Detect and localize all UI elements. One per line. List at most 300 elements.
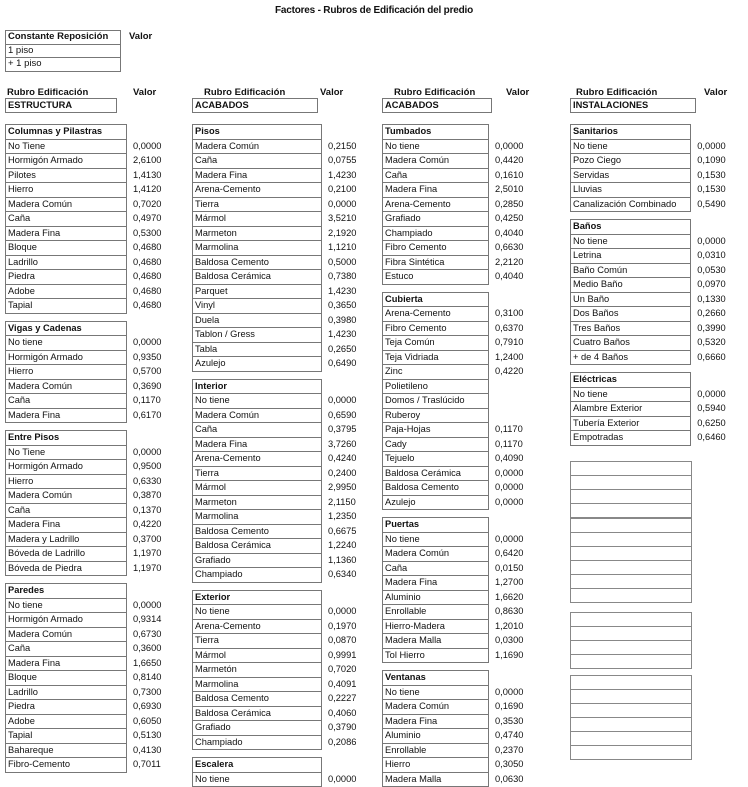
valor-cell: 0,6730	[127, 627, 187, 642]
rubro-cell: Bóveda de Ladrillo	[6, 547, 127, 562]
table-row	[6, 408, 187, 423]
header-valor: Valor	[320, 87, 343, 98]
table-row	[193, 408, 382, 423]
table-row	[571, 431, 748, 446]
table-row	[6, 671, 187, 686]
rubro-cell: Madera Fina	[383, 714, 489, 729]
table-row	[383, 139, 549, 154]
valor-cell: 0,4970	[127, 212, 187, 227]
valor-cell: 0,0630	[489, 772, 549, 787]
valor-cell: 0,5000	[322, 255, 382, 270]
valor-cell: 2,9950	[322, 481, 382, 496]
table-row	[571, 387, 748, 402]
valor-cell: 0,0300	[489, 634, 549, 649]
header-valor: Valor	[506, 87, 529, 98]
rubro-cell: Dos Baños	[571, 307, 691, 322]
acabados-table	[192, 124, 382, 787]
valor-cell: 3,5210	[322, 212, 382, 227]
valor-cell: 0,0000	[127, 445, 187, 460]
constante-reposicion-table	[5, 30, 161, 72]
rubro-cell: Teja Vidriada	[383, 350, 489, 365]
valor-cell: 1,2240	[322, 539, 382, 554]
section-title: Cubierta	[383, 292, 489, 307]
table-row	[6, 299, 187, 314]
valor-cell: 0,5700	[127, 365, 187, 380]
table-row	[6, 642, 187, 657]
rubro-cell: Fibro Cemento	[383, 321, 489, 336]
rubro-cell: Marmolina	[193, 677, 322, 692]
table-row	[571, 168, 748, 183]
rubro-cell: Bóveda de Piedra	[6, 561, 127, 576]
table-row	[193, 168, 382, 183]
rubro-cell: Baldosa Cerámica	[193, 706, 322, 721]
valor-cell: 0,1530	[691, 183, 748, 198]
rubro-cell: Baldosa Cerámica	[383, 466, 489, 481]
rubro-cell: Caña	[383, 168, 489, 183]
rubro-cell: Arena-Cemento	[383, 307, 489, 322]
valor-cell: 0,1170	[489, 437, 549, 452]
rubro-cell: Madera Común	[383, 547, 489, 562]
table-row	[6, 212, 187, 227]
rubro-cell: Caña	[6, 212, 127, 227]
header-rubro: Rubro Edificación	[204, 87, 285, 98]
table-row	[6, 270, 187, 285]
valor-cell	[489, 379, 549, 394]
valor-cell: 0,0000	[127, 336, 187, 351]
empty-box-3	[570, 612, 692, 669]
valor-cell: 0,8630	[489, 605, 549, 620]
valor-cell: 0,2660	[691, 307, 748, 322]
section-title: Ventanas	[383, 671, 489, 686]
rubro-cell: Madera Común	[6, 379, 127, 394]
header-rubro: Rubro Edificación	[576, 87, 657, 98]
valor-cell: 0,4680	[127, 284, 187, 299]
table-row	[6, 743, 187, 758]
table-row	[571, 416, 748, 431]
rubro-cell: Madera Fina	[6, 226, 127, 241]
valor-cell: 1,2400	[489, 350, 549, 365]
table-row	[193, 772, 382, 787]
valor-cell: 0,0000	[489, 139, 549, 154]
valor-cell: 0,0870	[322, 634, 382, 649]
table-row	[193, 437, 382, 452]
rubro-cell: Lluvias	[571, 183, 691, 198]
empty-box-4	[570, 675, 692, 760]
rubro-cell: No tiene	[383, 532, 489, 547]
rubro-cell: Hierro-Madera	[383, 619, 489, 634]
rubro-cell: Arena-Cemento	[383, 197, 489, 212]
rubro-cell: Azulejo	[383, 495, 489, 510]
rubro-cell: Tapial	[6, 729, 127, 744]
rubro-cell: Cuatro Baños	[571, 336, 691, 351]
valor-cell	[489, 394, 549, 409]
header-valor: Valor	[704, 87, 727, 98]
table-row	[193, 619, 382, 634]
table-row	[383, 532, 549, 547]
table-row	[6, 139, 187, 154]
valor-cell: 0,2150	[322, 139, 382, 154]
table-row	[383, 408, 549, 423]
valor-cell: 0,0000	[127, 598, 187, 613]
valor-cell: 0,0000	[127, 139, 187, 154]
table-row	[193, 357, 382, 372]
section-title: Eléctricas	[571, 373, 691, 388]
valor-cell: 1,4230	[322, 328, 382, 343]
table-row	[193, 692, 382, 707]
constante-label: Constante Reposición	[6, 31, 121, 45]
table-row	[193, 226, 382, 241]
table-row	[193, 270, 382, 285]
valor-cell: 0,0000	[691, 234, 748, 249]
valor-cell: 0,5320	[691, 336, 748, 351]
table-row	[383, 576, 549, 591]
valor-cell: 0,0000	[489, 495, 549, 510]
table-row	[571, 183, 748, 198]
rubro-cell: Polietileno	[383, 379, 489, 394]
table-row	[6, 714, 187, 729]
valor-cell: 2,1920	[322, 226, 382, 241]
table-row	[6, 365, 187, 380]
rubro-cell: Madera Fina	[6, 518, 127, 533]
rubro-cell: Baldosa Cemento	[383, 481, 489, 496]
table-row	[383, 729, 549, 744]
valor-cell	[489, 408, 549, 423]
table-row	[193, 466, 382, 481]
table-row	[6, 489, 187, 504]
table-row	[193, 328, 382, 343]
valor-cell: 0,7020	[322, 663, 382, 678]
rubro-cell: Baldosa Cemento	[193, 255, 322, 270]
empty-box-2	[570, 518, 692, 603]
rubro-cell: Ladrillo	[6, 255, 127, 270]
valor-cell: 0,3050	[489, 758, 549, 773]
valor-cell: 0,3870	[127, 489, 187, 504]
valor-cell: 0,5130	[127, 729, 187, 744]
valor-cell: 2,2120	[489, 255, 549, 270]
table-row	[383, 481, 549, 496]
valor-cell: 0,0150	[489, 561, 549, 576]
valor-cell: 0,3980	[322, 313, 382, 328]
rubro-cell: Mármol	[193, 212, 322, 227]
valor-cell: 0,3700	[127, 532, 187, 547]
rubro-cell: Tapial	[6, 299, 127, 314]
valor-cell: 0,4040	[489, 270, 549, 285]
table-row	[6, 598, 187, 613]
valor-cell: 0,0755	[322, 154, 382, 169]
rubro-cell: Aluminio	[383, 729, 489, 744]
valor-cell: 1,4130	[127, 168, 187, 183]
valor-cell: 0,0000	[489, 466, 549, 481]
valor-cell: 0,6420	[489, 547, 549, 562]
valor-cell: 0,7020	[127, 197, 187, 212]
rubro-cell: Caña	[6, 642, 127, 657]
valor-cell: 0,0000	[691, 139, 748, 154]
table-row	[6, 503, 187, 518]
table-row	[6, 758, 187, 773]
valor-cell: 0,7910	[489, 336, 549, 351]
constante-valor-label: Valor	[121, 31, 161, 45]
table-row	[383, 226, 549, 241]
table-row	[383, 197, 549, 212]
valor-cell: 0,2100	[322, 183, 382, 198]
table-row	[6, 547, 187, 562]
table-row	[383, 495, 549, 510]
rubro-cell: Madera Malla	[383, 634, 489, 649]
rubro-cell: Vinyl	[193, 299, 322, 314]
estructura-table	[5, 124, 187, 773]
table-row	[571, 402, 748, 417]
rubro-cell: Adobe	[6, 714, 127, 729]
valor-cell: 0,7011	[127, 758, 187, 773]
table-row	[383, 154, 549, 169]
rubro-cell: Madera Común	[383, 700, 489, 715]
valor-cell: 0,1170	[127, 394, 187, 409]
table-row	[193, 197, 382, 212]
table-row	[193, 568, 382, 583]
table-row	[193, 634, 382, 649]
table-row	[383, 619, 549, 634]
rubro-cell: Ruberoy	[383, 408, 489, 423]
valor-cell: 0,0000	[691, 387, 748, 402]
table-row	[383, 466, 549, 481]
table-row	[6, 255, 187, 270]
rubro-cell: Madera Común	[383, 154, 489, 169]
valor-cell: 0,2086	[322, 735, 382, 750]
valor-cell: 0,4090	[489, 452, 549, 467]
table-row	[383, 241, 549, 256]
table-row	[383, 437, 549, 452]
table-row	[193, 677, 382, 692]
valor-cell: 0,4680	[127, 299, 187, 314]
rubro-cell: Hierro	[6, 365, 127, 380]
table-row	[383, 270, 549, 285]
table-row	[383, 547, 549, 562]
valor-cell: 3,7260	[322, 437, 382, 452]
valor-cell: 0,2650	[322, 342, 382, 357]
table-row	[193, 605, 382, 620]
rubro-cell: No Tiene	[6, 139, 127, 154]
table-row	[571, 278, 748, 293]
rubro-cell: Pilotes	[6, 168, 127, 183]
valor-cell: 0,6460	[691, 431, 748, 446]
table-row	[193, 452, 382, 467]
rubro-cell: Caña	[193, 154, 322, 169]
rubro-cell: Madera Fina	[193, 437, 322, 452]
table-row	[193, 539, 382, 554]
rubro-cell: Caña	[383, 561, 489, 576]
header-rubro: Rubro Edificación	[394, 87, 475, 98]
rubro-cell: Azulejo	[193, 357, 322, 372]
rubro-cell: Duela	[193, 313, 322, 328]
valor-cell: 2,5010	[489, 183, 549, 198]
valor-cell: 0,3600	[127, 642, 187, 657]
table-row	[383, 758, 549, 773]
table-row	[383, 336, 549, 351]
table-row	[383, 350, 549, 365]
rubro-cell: Marmetón	[193, 663, 322, 678]
table-row	[383, 394, 549, 409]
rubro-cell: Fibro-Cemento	[6, 758, 127, 773]
rubro-cell: Hierro	[6, 474, 127, 489]
valor-cell: 1,1970	[127, 561, 187, 576]
table-row	[193, 284, 382, 299]
rubro-cell: Madera Fina	[6, 408, 127, 423]
rubro-cell: Tabla	[193, 342, 322, 357]
rubro-cell: Arena-Cemento	[193, 452, 322, 467]
rubro-cell: + de 4 Baños	[571, 350, 691, 365]
section-title: Escalera	[193, 758, 322, 773]
rubro-cell: Tablon / Gress	[193, 328, 322, 343]
rubro-cell: Madera Común	[6, 489, 127, 504]
valor-cell: 0,3650	[322, 299, 382, 314]
valor-cell: 0,4130	[127, 743, 187, 758]
table-row	[6, 561, 187, 576]
rubro-cell: Canalización Combinado	[571, 197, 691, 212]
section-title: Vigas y Cadenas	[6, 321, 127, 336]
valor-cell: 0,9500	[127, 460, 187, 475]
valor-cell: 1,6620	[489, 590, 549, 605]
rubro-cell: Grafiado	[383, 212, 489, 227]
table-row	[6, 627, 187, 642]
table-row	[383, 168, 549, 183]
table-row	[193, 299, 382, 314]
rubro-cell: Bloque	[6, 671, 127, 686]
table-row	[383, 379, 549, 394]
table-row	[6, 729, 187, 744]
section-title: Baños	[571, 220, 691, 235]
valor-cell: 0,1530	[691, 168, 748, 183]
rubro-cell: Marmolina	[193, 241, 322, 256]
table-row	[6, 336, 187, 351]
table-row	[193, 154, 382, 169]
rubro-cell: Zinc	[383, 365, 489, 380]
valor-cell: 0,6630	[489, 241, 549, 256]
rubro-cell: Teja Común	[383, 336, 489, 351]
table-row	[193, 663, 382, 678]
rubro-cell: Caña	[193, 423, 322, 438]
rubro-cell: Piedra	[6, 270, 127, 285]
rubro-cell: Hormigón Armado	[6, 613, 127, 628]
rubro-cell: Medio Baño	[571, 278, 691, 293]
category-estructura: ESTRUCTURA	[5, 98, 117, 113]
header-rubro: Rubro Edificación	[7, 87, 88, 98]
table-row	[6, 685, 187, 700]
table-row	[383, 255, 549, 270]
table-row	[6, 241, 187, 256]
rubro-cell: No tiene	[571, 139, 691, 154]
rubro-cell: Grafiado	[193, 721, 322, 736]
section-title: Columnas y Pilastras	[6, 125, 127, 140]
valor-cell: 0,3795	[322, 423, 382, 438]
rubro-cell: Caña	[6, 394, 127, 409]
table-row	[193, 721, 382, 736]
table-row	[6, 168, 187, 183]
valor-cell: 0,5300	[127, 226, 187, 241]
table-row	[571, 197, 748, 212]
valor-cell: 0,3530	[489, 714, 549, 729]
valor-cell: 0,2370	[489, 743, 549, 758]
valor-cell: 1,1690	[489, 648, 549, 663]
table-row	[571, 336, 748, 351]
valor-cell: 2,1150	[322, 495, 382, 510]
rubro-cell: Tejuelo	[383, 452, 489, 467]
valor-cell: 0,1170	[489, 423, 549, 438]
table-row	[193, 481, 382, 496]
valor-cell: 0,6660	[691, 350, 748, 365]
valor-cell: 0,8140	[127, 671, 187, 686]
rubro-cell: Hierro	[6, 183, 127, 198]
rubro-cell: Ladrillo	[6, 685, 127, 700]
section-title: Interior	[193, 379, 322, 394]
rubro-cell: Domos / Traslúcido	[383, 394, 489, 409]
valor-cell: 0,2850	[489, 197, 549, 212]
rubro-cell: Tres Baños	[571, 321, 691, 336]
table-row	[571, 307, 748, 322]
rubro-cell: Mármol	[193, 481, 322, 496]
table-row	[193, 394, 382, 409]
table-row	[383, 307, 549, 322]
valor-cell: 1,4230	[322, 284, 382, 299]
valor-cell: 0,0000	[322, 772, 382, 787]
valor-cell: 0,1970	[322, 619, 382, 634]
rubro-cell: Mármol	[193, 648, 322, 663]
rubro-cell: Baldosa Cemento	[193, 692, 322, 707]
valor-cell: 0,6590	[322, 408, 382, 423]
rubro-cell: Enrollable	[383, 743, 489, 758]
valor-cell: 1,1210	[322, 241, 382, 256]
table-row	[383, 714, 549, 729]
table-row	[383, 700, 549, 715]
instalaciones-table	[570, 124, 748, 446]
rubro-cell: Baño Común	[571, 263, 691, 278]
rubro-cell: Madera Fina	[383, 576, 489, 591]
table-row	[571, 350, 748, 365]
table-row	[6, 700, 187, 715]
rubro-cell: No Tiene	[6, 445, 127, 460]
rubro-cell: Letrina	[571, 249, 691, 264]
valor-cell: 0,0000	[322, 197, 382, 212]
rubro-cell: Madera Común	[6, 627, 127, 642]
valor-cell: 0,2227	[322, 692, 382, 707]
rubro-cell: Fibro Cemento	[383, 241, 489, 256]
valor-cell: 0,6490	[322, 357, 382, 372]
table-row	[193, 648, 382, 663]
valor-cell: 1,1970	[127, 547, 187, 562]
rubro-cell: Adobe	[6, 284, 127, 299]
rubro-cell: Champiado	[193, 735, 322, 750]
table-row	[383, 183, 549, 198]
valor-cell: 0,7380	[322, 270, 382, 285]
valor-cell: 0,6250	[691, 416, 748, 431]
valor-cell: 0,0000	[489, 532, 549, 547]
valor-cell: 0,0000	[489, 685, 549, 700]
table-row	[6, 460, 187, 475]
rubro-cell: Baldosa Cerámica	[193, 270, 322, 285]
valor-cell: 0,9314	[127, 613, 187, 628]
rubro-cell: Tierra	[193, 466, 322, 481]
table-row	[193, 139, 382, 154]
table-row	[383, 561, 549, 576]
table-row	[383, 423, 549, 438]
constante-row: 1 piso	[6, 44, 121, 58]
table-row	[571, 292, 748, 307]
empty-box-1	[570, 461, 692, 518]
valor-cell: 0,6050	[127, 714, 187, 729]
rubro-cell: Tierra	[193, 197, 322, 212]
rubro-cell: Baldosa Cerámica	[193, 539, 322, 554]
table-row	[6, 226, 187, 241]
table-row	[193, 706, 382, 721]
